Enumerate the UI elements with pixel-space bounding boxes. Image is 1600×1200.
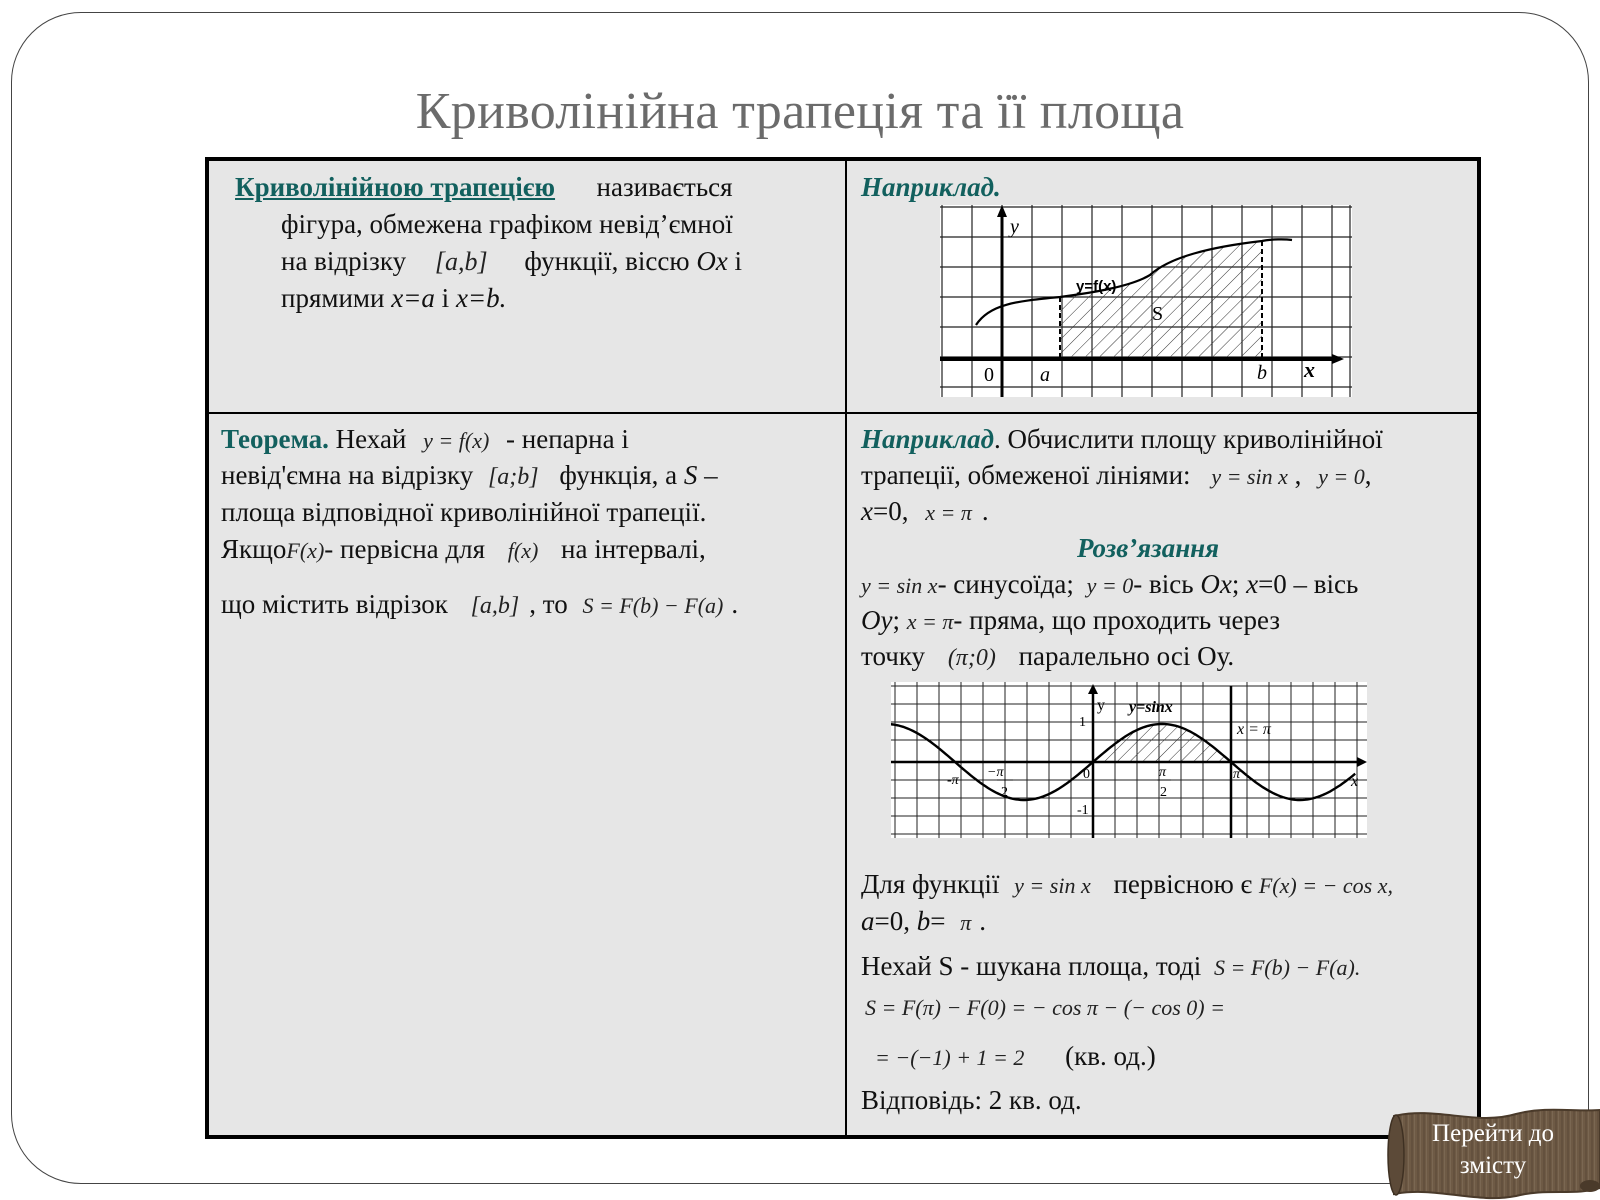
theorem-text-1a: Нехай xyxy=(335,424,407,454)
solution-text-1b: - вісь xyxy=(1133,569,1194,599)
go-to-contents-button[interactable] xyxy=(1398,1118,1588,1182)
math-x-pi: x = π xyxy=(925,500,972,525)
nav-label-line-1: Перейти до xyxy=(1432,1120,1554,1147)
solution-text-3b: паралельно осі Оу. xyxy=(1018,641,1235,671)
result-line-5 xyxy=(875,1038,1156,1076)
solution-text-1a: - синусоїда; xyxy=(937,569,1074,599)
math-s: S xyxy=(683,460,698,490)
a-label: a xyxy=(1040,364,1050,386)
answer-line: Відповідь: 2 кв. од. xyxy=(861,1085,1082,1115)
math-calculation-2: = −(−1) + 1 = 2 xyxy=(875,1045,1025,1070)
tick-neg-pi-half-num: −π xyxy=(987,765,1004,780)
definition-line-1 xyxy=(235,169,733,206)
math-point-pi-0: (π;0) xyxy=(947,645,996,671)
theorem-text-5b: , то xyxy=(529,589,568,619)
units-label: (кв. од.) xyxy=(1065,1041,1156,1071)
theorem-line-1 xyxy=(221,421,629,459)
tick-minus-one: -1 xyxy=(1077,803,1089,818)
theorem-text-2c: – xyxy=(704,460,718,490)
curve-label: y=f(x) xyxy=(1076,278,1117,295)
example2-line-3 xyxy=(861,493,989,531)
var-x: x xyxy=(861,496,873,526)
theorem-text-4a: Якщо xyxy=(221,534,287,564)
theorem-cell xyxy=(209,414,847,1135)
theorem-text-5a: що містить відрізок xyxy=(221,589,448,619)
math-y-fx: y = f(x) xyxy=(423,428,490,453)
line-x-pi-label: x = π xyxy=(1237,721,1271,738)
definition-term: Криволінійною трапецією xyxy=(235,172,556,202)
var-a: a xyxy=(861,906,875,936)
tick-pi-half-den: 2 xyxy=(1160,785,1167,800)
example-graph-cell xyxy=(847,161,1477,414)
theorem-text-4b: - первісна для xyxy=(324,534,486,564)
theorem-line-5 xyxy=(221,586,738,625)
math-y0-2: y = 0 xyxy=(1086,573,1134,598)
worked-example-cell xyxy=(847,414,1477,1135)
origin-label: 0 xyxy=(984,364,994,386)
definition-text-4a: прямими xyxy=(281,283,385,313)
interval-ab: [a,b] xyxy=(434,247,488,276)
solution-text-1c: ; xyxy=(1231,569,1240,599)
result-text-3a: Нехай S - шукана площа, тоді xyxy=(861,951,1202,981)
result-line-1 xyxy=(861,866,1393,904)
definition-text-3a: на відрізку xyxy=(281,246,407,276)
definition-line-4 xyxy=(281,280,506,317)
math-sinx-2: y = sin x xyxy=(861,573,938,598)
solution-text-1d: =0 – вісь xyxy=(1258,569,1359,599)
sine-curve-label: y=sinx xyxy=(1129,699,1173,716)
area-label: S xyxy=(1152,303,1164,325)
theorem-text-1b: - непарна і xyxy=(506,424,629,454)
line-x-a: x=a xyxy=(391,283,435,313)
math-y0: y = 0 xyxy=(1318,464,1365,489)
sine-y-label: y xyxy=(1097,697,1105,714)
theorem-text-5c: . xyxy=(731,589,739,619)
tick-pi-half-num: π xyxy=(1159,765,1167,780)
sine-graph xyxy=(891,682,1367,838)
x-axis-label: x xyxy=(1304,357,1315,382)
definition-text-1: називається xyxy=(596,172,733,202)
definition-text-4b: і xyxy=(441,283,450,313)
example2-line-2 xyxy=(861,457,1372,495)
example2-text-2: трапеції, обмеженої лініями: xyxy=(861,460,1191,490)
trapezoid-graph xyxy=(940,205,1352,397)
axis-oy: Oy xyxy=(861,605,893,635)
math-interval-ab-2: [a,b] xyxy=(470,593,520,619)
solution-line-2 xyxy=(861,602,1280,640)
nav-label-line-2: змісту xyxy=(1459,1152,1527,1179)
theorem-line-2 xyxy=(221,457,718,496)
math-sinx-3: y = sin x xyxy=(1014,873,1091,898)
example2-text-3: =0, xyxy=(872,496,909,526)
theorem-line-4 xyxy=(221,531,706,569)
result-line-2 xyxy=(861,903,986,941)
tick-neg-pi-half-den: 2 xyxy=(1001,785,1008,800)
theorem-text-2a: невід'ємна на відрізку xyxy=(221,460,474,490)
solution-text-2a: ; xyxy=(892,605,900,635)
tick-zero: 0 xyxy=(1083,767,1090,782)
definition-line-3 xyxy=(281,243,742,280)
math-pi: π xyxy=(960,910,972,935)
math-interval-ab: [a;b] xyxy=(487,464,539,490)
b-label: b xyxy=(1257,362,1267,384)
solution-line-3 xyxy=(861,638,1234,677)
slide-title: Криволінійна трапеція та її площа xyxy=(415,83,1185,140)
example2-line-1 xyxy=(861,421,1383,458)
definition-cell xyxy=(209,161,847,414)
result-line-4 xyxy=(865,988,1225,1026)
var-b: b xyxy=(916,906,931,936)
separator-1: , xyxy=(1294,460,1302,490)
math-sinx: y = sin x xyxy=(1211,464,1288,489)
math-antiderivative: F(x) = − cos x, xyxy=(1258,873,1393,898)
y-axis-label: y xyxy=(1010,216,1019,238)
example2-text-1: . Обчислити площу криволінійної xyxy=(994,424,1383,454)
solution-text-3a: точку xyxy=(861,641,926,671)
sine-x-label: x xyxy=(1351,773,1359,790)
solution-line-1 xyxy=(861,566,1358,604)
content-table xyxy=(205,157,1481,1139)
math-calculation-1: S = F(π) − F(0) = − cos π − (− cos 0) = xyxy=(865,995,1225,1020)
tick-pi: π xyxy=(1233,767,1241,782)
theorem-line-3: площа відповідної криволінійної трапеції. xyxy=(221,497,707,527)
line-x-b: x=b. xyxy=(455,283,507,313)
math-Fx: F(x) xyxy=(286,538,325,563)
math-s-formula-2: S = F(b) − F(a). xyxy=(1213,955,1361,980)
result-text-1b: первісною є xyxy=(1113,869,1253,899)
theorem-text-2b: функція, а xyxy=(559,460,678,490)
definition-text-3c: і xyxy=(734,246,743,276)
math-x-pi-2: x = π xyxy=(906,609,954,634)
example-heading-2: Наприклад xyxy=(861,424,995,454)
var-x-2: x xyxy=(1246,569,1259,599)
theorem-text-4c: на інтервалі, xyxy=(561,534,706,564)
math-fx: f(x) xyxy=(507,538,539,563)
result-text-2d: = xyxy=(930,906,946,936)
definition-text-3b: функції, віссю xyxy=(524,246,690,276)
result-text-2b: =0, xyxy=(874,906,910,936)
result-line-3 xyxy=(861,948,1360,986)
result-text-2e: . xyxy=(979,906,986,936)
result-text-1a: Для функції xyxy=(861,869,1000,899)
axis-ox: Ox xyxy=(696,246,728,276)
solution-heading: Розв’язання xyxy=(1077,533,1220,563)
theorem-heading: Теорема. xyxy=(221,424,329,454)
definition-line-2: фігура, обмежена графіком невід’ємної xyxy=(281,209,733,239)
solution-text-2b: - пряма, що проходить через xyxy=(953,605,1280,635)
example2-text-3c: . xyxy=(981,496,989,526)
tick-neg-pi: -π xyxy=(947,773,959,788)
tick-one: 1 xyxy=(1079,715,1086,730)
math-s-formula: S = F(b) − F(a) xyxy=(582,593,724,618)
example-heading-1: Наприклад. xyxy=(861,172,1001,202)
separator-2: , xyxy=(1364,460,1372,490)
axis-ox-2: Ox xyxy=(1200,569,1232,599)
